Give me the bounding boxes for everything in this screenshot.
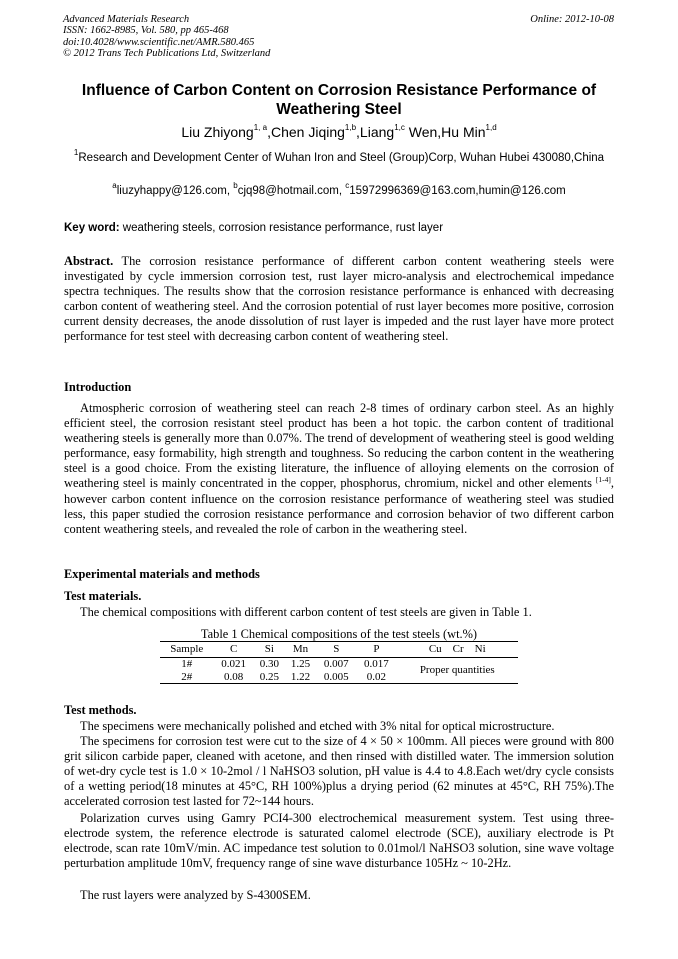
online-date: Online: 2012-10-08 (530, 14, 614, 25)
introduction-heading: Introduction (64, 380, 132, 394)
table-cell: 0.005 (316, 671, 356, 684)
col-header: C (214, 642, 254, 658)
author-name: Chen Jiqing (270, 124, 345, 140)
table-cell: 0.021 (221, 658, 246, 670)
email-list: $^a$liuzyhappy@126.com, $^b$cjq98@hotmail.com, $^c$15972996369@163.com,humin@126.com (112, 181, 566, 197)
journal-header (63, 14, 270, 59)
col-header: P (356, 642, 396, 658)
issn-line: ISSN: 1662-8985, Vol. 580, pp 465-468 (63, 25, 229, 37)
author-name: Liu Zhiyong (181, 124, 254, 140)
table-cell: 0.007 (323, 658, 349, 670)
table-cell: 0.30 (259, 658, 279, 670)
intro-text-part1: Atmospheric corrosion of weathering steel can reach 2-8 times of ordinary carbon steel. As an highly efficient steel, the corrosion resistant steel product has been a hot topic. the carbon content of traditional weathering steels is generally more than 0.07%. The trend of development of weathering steel is good welding performance, easy formability, high strength and toughness. So reducing the carbon content in the weathering steel is a good choice. From the existing literature, the influence of alloying elements on the corrosion of weathering steel is mainly concentrated in the copper, phosphorus, chromium, nickel and other elements (64, 401, 614, 491)
copyright-line: © 2012 Trans Tech Publications Ltd, Switzerland (63, 47, 271, 59)
paper-title: Influence of Carbon Content on Corrosion Resistance Performance of Weathering Steel (81, 82, 597, 118)
author-sup: 1,b (344, 123, 357, 133)
affiliation-text: Research and Development Center of Wuhan Iron and Steel (Group)Corp, Wuhan Hubei 430080,China (78, 152, 605, 164)
keywords-text: weathering steels, corrosion resistance performance, rust layer (122, 222, 444, 234)
keywords-label: Key word: (64, 222, 120, 234)
col-header-cu: Cu (428, 643, 442, 655)
test-methods-para-1 (64, 719, 614, 734)
author-list: Liu Zhiyong$^{1, a}$,Chen Jiqing$^{1,b}$,Liang$^{1,c}$ Wen,Hu Min$^{1,d}$ (181, 123, 497, 140)
table-cell: 0.25 (254, 671, 285, 684)
table-caption: Table 1 Chemical compositions of the test steels (wt.%) (200, 627, 478, 641)
col-header: S (316, 642, 356, 658)
col-header: Si (254, 642, 285, 658)
abstract (64, 254, 614, 345)
table-cell: 2# (160, 671, 214, 684)
citation: [1-4] (595, 475, 611, 485)
email-link[interactable]: liuzyhappy@126.com (116, 185, 227, 197)
test-methods-heading: Test methods. (64, 703, 137, 717)
introduction-text (64, 401, 614, 537)
author-name: Liang (359, 124, 395, 140)
test-materials-sentence: The chemical compositions with different carbon content of test steels are given in Table 1. (80, 605, 532, 619)
abstract-label: Abstract. (64, 254, 114, 268)
methods-text: The specimens for corrosion test were cut to the size of 4 × 50 × 100mm. All pieces were ground with 800 grit silicon carbide paper, cleaned with acetone, and then rinsed with distilled water. The immersion solution of wet-dry cycle test is 1.0 × 10-2mol / l NaHSO3 solution, pH value is 4.4 to 4.8.Each wet/dry cycle consists of a wetting period(18 minutes at 45°C, RH 100%)plus a drying period (62 minutes at 45°C, RH 75%).The accelerated corrosion test lasted for 72~144 hours. (64, 734, 614, 809)
table-cell: 0.017 (364, 658, 389, 670)
table-row (160, 658, 518, 671)
email-sup: b (233, 181, 238, 191)
col-header-cr: Cr (452, 643, 464, 655)
test-methods-para-2 (64, 734, 614, 809)
methods-text: The rust layers were analyzed by S-4300SEM. (80, 888, 311, 902)
methods-text: The specimens were mechanically polished and etched with 3% nital for optical microstructure. (80, 719, 555, 733)
test-methods-para-4 (64, 888, 614, 903)
merged-cell: Proper quantities (396, 658, 518, 684)
author-sup: 1,c (394, 123, 405, 133)
affiliation (64, 148, 614, 166)
journal-name: Advanced Materials Research (63, 14, 190, 25)
table-cell: 0.08 (214, 671, 254, 684)
author-sup: 1,d (485, 123, 497, 133)
col-header (396, 642, 518, 658)
col-header-ni: Ni (474, 643, 486, 655)
test-methods-para-3 (64, 811, 614, 871)
col-header: Sample (160, 642, 214, 658)
author-name: Wen,Hu Min (408, 124, 486, 140)
intro-text-part2: , however carbon content influence on the corrosion resistance performance of weathering steel was studied less, this paper studied the corrosion resistance performance and corrosion behavior of two different carbon content weathering steels, and revealed the role of carbon in the weathering steel. (64, 476, 615, 536)
table-header-row (160, 642, 518, 658)
email-link[interactable]: humin@126.com (478, 185, 566, 197)
experimental-heading: Experimental materials and methods (64, 567, 260, 581)
col-header: Mn (285, 642, 316, 658)
composition-table (160, 641, 518, 684)
table-cell: 1.25 (290, 658, 311, 670)
abstract-text: The corrosion resistance performance of different carbon content weathering steels were investigated by cycle immersion corrosion test, rust layer micro-analysis and electrochemical impedance spectra techniques. The results show that the corrosion resistance performance is enhanced with decreasing carbon content of weathering steel. And the corrosion potential of rust layer becomes more positive, corrosion current density decreases, the anode dissolution of rust layer is impeded and the rust layer have more protect performance for test steel with decreasing carbon content of weathering steel. (64, 254, 615, 344)
affiliation-sup: 1 (73, 148, 79, 158)
test-materials-heading: Test materials. (64, 589, 142, 603)
author-sup: 1, a (253, 123, 268, 133)
table-cell: 1.22 (285, 671, 316, 684)
email-link[interactable]: 15972996369@163.com (349, 185, 476, 197)
table-cell: 0.02 (356, 671, 396, 684)
email-sup: a (112, 181, 117, 191)
doi-line: doi:10.4028/www.scientific.net/AMR.580.465 (63, 36, 255, 48)
email-sup: c (345, 181, 350, 191)
test-materials-text (64, 605, 614, 620)
keywords (64, 221, 614, 235)
table-cell: 1# (181, 658, 193, 670)
email-link[interactable]: cjq98@hotmail.com (237, 185, 339, 197)
methods-text: Polarization curves using Gamry PCI4-300 electrochemical measurement system. Test using three-electrode system, the reference electrode is saturated calomel electrode (SCE), auxiliary electrode is Pt electrode, scan rate 10mV/min. AC impedance test solution to 0.01mol/l NaHSO3 solution, sine wave voltage perturbation amplitude 10mV, frequency range of sine wave disturbance 105Hz ~ 10-2Hz. (64, 811, 614, 871)
